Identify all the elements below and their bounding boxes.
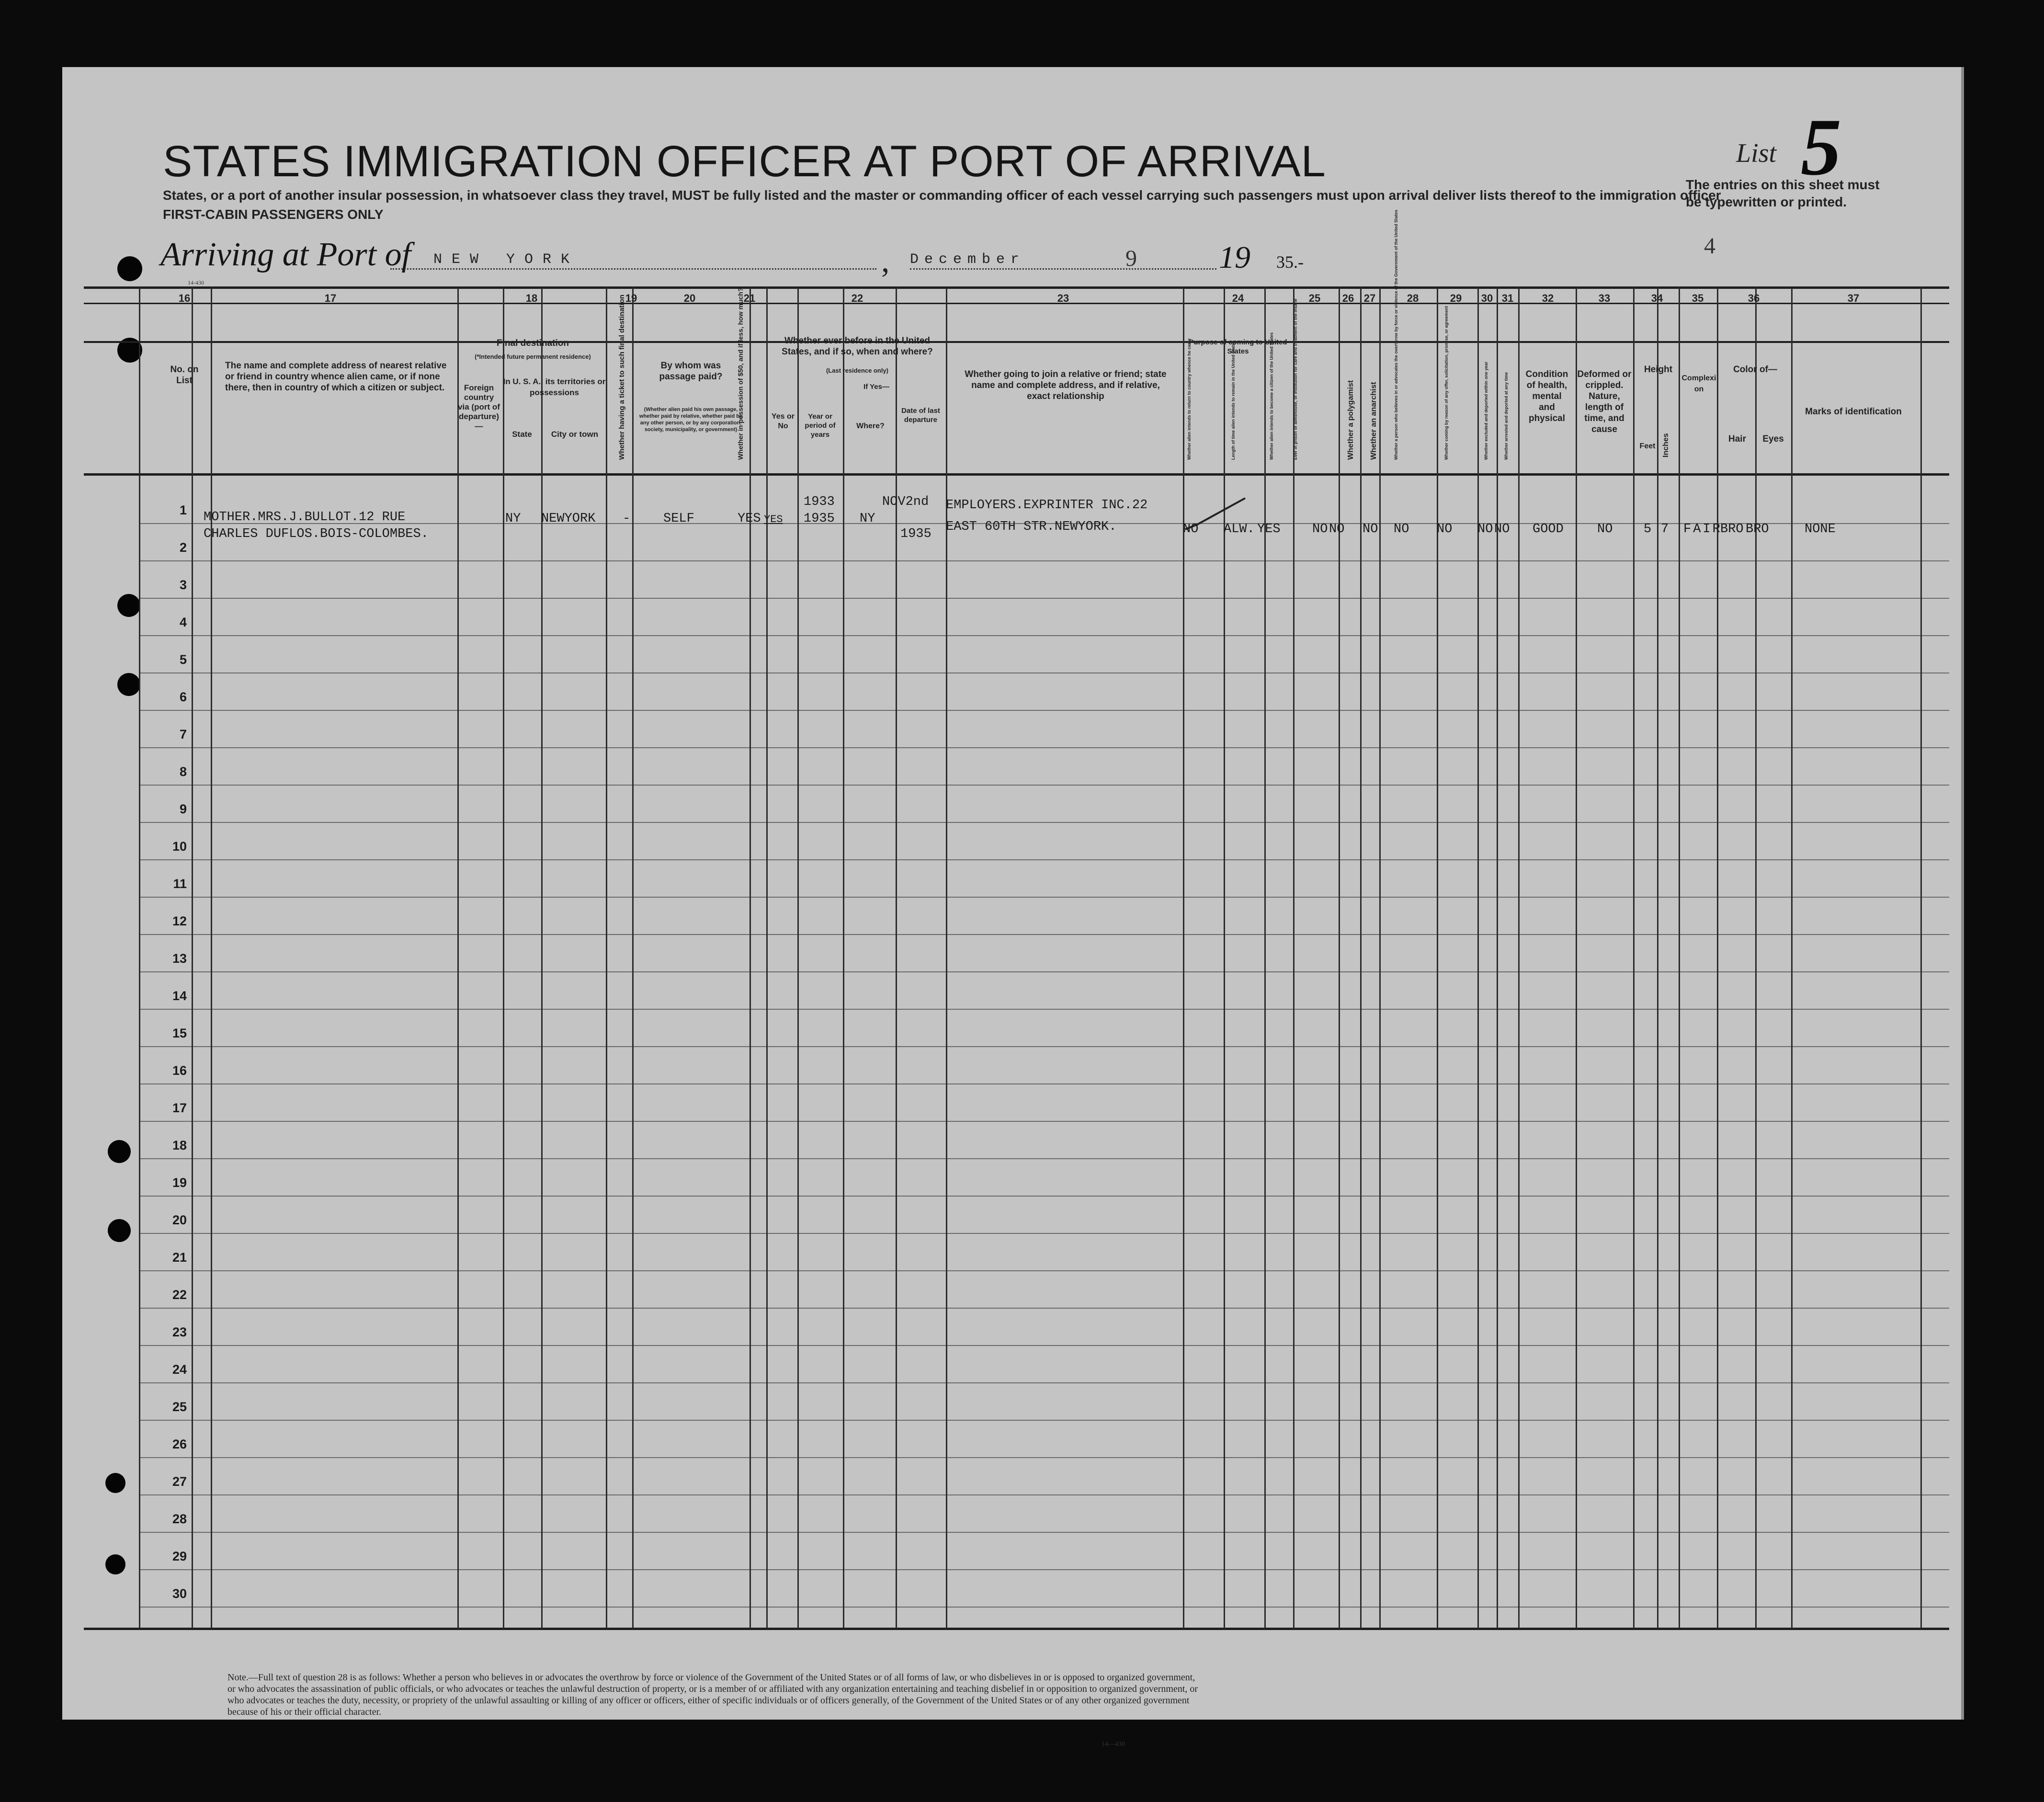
- column-rule: [1224, 287, 1225, 1629]
- column-rule: [766, 287, 768, 1629]
- row-number: 11: [173, 877, 187, 891]
- header-year-period: Year or period of years: [805, 412, 836, 439]
- column-number: 27: [1363, 292, 1376, 304]
- port-value: NEW YORK: [433, 251, 579, 268]
- form-code: 14—430: [1101, 1741, 1125, 1748]
- row-rule: [139, 635, 1949, 636]
- typewritten-note-line2: be typewritten or printed.: [1686, 194, 1847, 209]
- header-complexion: Complexion: [1681, 374, 1716, 393]
- row-rule: [139, 1345, 1949, 1346]
- row-rule: [139, 822, 1949, 823]
- column-number: 25: [1308, 292, 1321, 304]
- header-passage-note: (Whether alien paid his own passage, whether paid by relative, whether paid by any other person, or by any corporation, society, municipality, or government): [639, 407, 743, 433]
- row-rule: [139, 1607, 1949, 1608]
- entry-citizen: YES: [1257, 522, 1281, 536]
- column-number: 32: [1542, 292, 1554, 304]
- row-number: 16: [172, 1063, 187, 1078]
- header-arrested: Whether arrested and deported at any time: [1504, 372, 1509, 460]
- row-rule: [139, 785, 1949, 786]
- header-if-yes: If Yes—: [863, 383, 889, 391]
- entry-polygamist: NO: [1329, 522, 1345, 536]
- typewritten-note-line1: The entries on this sheet must: [1686, 177, 1880, 192]
- entry-deformed: NO: [1597, 522, 1613, 536]
- entry-offer: NO: [1437, 522, 1453, 536]
- row-rule: [139, 1270, 1949, 1271]
- row-number: 5: [179, 652, 187, 667]
- list-number: 5: [1801, 102, 1841, 192]
- entry-length-stay: ALW.: [1224, 522, 1255, 536]
- row-rule: [139, 1009, 1949, 1010]
- column-rule: [1576, 287, 1577, 1629]
- header-ticket: Whether having a ticket to such final destination: [618, 294, 626, 460]
- row-number: 8: [179, 764, 187, 779]
- binder-hole-5: [108, 1140, 131, 1163]
- entry-fifty: YES: [738, 512, 761, 526]
- entry-where: NY: [860, 512, 875, 526]
- header-where: Where?: [856, 422, 885, 430]
- arrival-year-prefix: 19: [1219, 240, 1250, 275]
- row-number: 17: [172, 1101, 187, 1115]
- binder-hole-1: [117, 256, 142, 281]
- header-citizen-intent: Whether alien intends to become a citizen of the United States: [1269, 332, 1274, 460]
- row-number: 2: [179, 540, 187, 555]
- header-permanent-residence: (*Intended future permanent residence): [475, 353, 591, 360]
- column-number: 33: [1598, 292, 1611, 304]
- header-hair: Hair: [1728, 434, 1746, 444]
- arrival-day: 9: [1125, 246, 1137, 271]
- column-rule: [211, 287, 212, 1629]
- binder-hole-6: [108, 1219, 131, 1242]
- entry-anarchist: NO: [1363, 522, 1378, 536]
- header-bottom-rule: [84, 341, 1949, 343]
- binder-hole-7: [105, 1473, 125, 1493]
- arrival-year-suffix: 35.-: [1276, 252, 1304, 272]
- header-no-on-list: No. on List: [170, 365, 199, 386]
- column-rule: [503, 287, 504, 1629]
- entry-join-line1: EMPLOYERS.EXPRINTER INC.22: [946, 498, 1148, 513]
- row-number: 30: [172, 1586, 187, 1601]
- row-number: 7: [179, 727, 187, 741]
- instructions-line: States, or a port of another insular possession, in whatsoever class they travel, MUST be fully listed and the master or commanding officer of each vessel carrying such passengers must upon arrival deliver lists thereof to the immigration officer: [163, 188, 1721, 203]
- list-label: List: [1736, 138, 1777, 168]
- header-marks: Marks of identification: [1805, 407, 1902, 417]
- header-final-destination: Final destination: [497, 338, 569, 348]
- column-number: 29: [1450, 292, 1462, 304]
- entry-prison: NO: [1312, 522, 1328, 536]
- row-number: 15: [172, 1026, 187, 1040]
- column-number: 17: [324, 292, 337, 304]
- form-code-top: 14-430: [188, 279, 204, 286]
- row-rule: [139, 710, 1949, 711]
- column-number: 20: [683, 292, 696, 304]
- row-number: 12: [172, 914, 187, 928]
- entry-ticket: -: [623, 512, 631, 526]
- row-number: 29: [172, 1549, 187, 1563]
- column-rule: [1920, 287, 1922, 1629]
- column-number: 30: [1481, 292, 1493, 304]
- column-rule: [1717, 287, 1718, 1629]
- row-rule: [139, 859, 1949, 860]
- row-number: 3: [179, 578, 187, 592]
- entry-relative-line2: CHARLES DUFLOS.BOIS-COLOMBES.: [204, 527, 429, 541]
- header-feet: Feet: [1639, 442, 1656, 450]
- entry-year-1935: 1935: [804, 512, 835, 526]
- column-rule: [1657, 287, 1658, 1629]
- entry-relative-line1: MOTHER.MRS.J.BULLOT.12 RUE: [204, 510, 406, 525]
- column-number: 23: [1057, 292, 1069, 304]
- row-rule: [139, 1382, 1949, 1383]
- column-rule: [1755, 287, 1757, 1629]
- entry-arrested: NO: [1494, 522, 1510, 536]
- header-prison: Ever in prison or almshouse, or institution for care and treatment of the insane: [1293, 298, 1298, 460]
- row-rule: [139, 1083, 1949, 1084]
- entry-advocate: NO: [1394, 522, 1409, 536]
- entry-departure-year: 1935: [900, 527, 931, 541]
- row-number: 6: [179, 690, 187, 704]
- column-rule: [797, 287, 799, 1629]
- header-join-relative: Whether going to join a relative or friend; state name and complete address, and if relative, exact relationship: [965, 369, 1167, 401]
- header-before-in-us: Whether ever before in the United States, and if so, when and where?: [782, 336, 933, 357]
- entry-join-line2: EAST 60TH STR.NEWYORK.: [946, 520, 1117, 534]
- row-rule: [139, 747, 1949, 748]
- entry-paid-by: SELF: [663, 512, 694, 526]
- page-title: STATES IMMIGRATION OFFICER AT PORT OF ARRIVAL: [163, 137, 1326, 186]
- row-rule: [139, 1233, 1949, 1234]
- row-number: 18: [172, 1138, 187, 1152]
- header-eyes: Eyes: [1762, 434, 1784, 444]
- header-excluded: Whether excluded and deported within one year: [1484, 361, 1488, 460]
- column-number: 21: [743, 292, 756, 304]
- header-state: State: [512, 430, 532, 439]
- entry-state: NY: [505, 512, 521, 526]
- entry-health: GOOD: [1533, 522, 1564, 536]
- header-foreign-country: Foreign country via (port of departure)—: [458, 383, 500, 431]
- row-number: 24: [172, 1362, 187, 1377]
- header-advocate: Whether a person who believes in or advocates the overthrow by force or violence of the Government of the United States: [1394, 209, 1398, 460]
- row-number: 21: [172, 1250, 187, 1265]
- row-rule: [139, 897, 1949, 898]
- column-number: 36: [1748, 292, 1760, 304]
- entry-feet: 5: [1644, 522, 1652, 536]
- header-polygamist: Whether a polygamist: [1347, 380, 1355, 460]
- header-bottom-rule-2: [84, 473, 1949, 476]
- header-city: City or town: [551, 430, 599, 439]
- column-number: 31: [1501, 292, 1514, 304]
- entry-city: NEWYORK: [541, 512, 596, 526]
- column-rule: [896, 287, 897, 1629]
- table-bottom-rule: [84, 1628, 1949, 1630]
- header-yes-no: Yes or No: [771, 412, 795, 430]
- entry-hair: BRO: [1720, 522, 1744, 536]
- row-number: 27: [172, 1474, 187, 1489]
- row-number: 14: [172, 989, 187, 1003]
- column-rule: [843, 287, 844, 1629]
- column-rule: [1339, 287, 1340, 1629]
- column-rule: [946, 287, 947, 1629]
- header-offer: Whether coming by reason of any offer, solicitation, promise, or agreement: [1444, 306, 1449, 460]
- binder-hole-4: [117, 673, 140, 696]
- row-number: 28: [172, 1512, 187, 1526]
- row-number: 1: [179, 503, 187, 517]
- header-length-stay: Length of time alien intends to remain in the United States: [1231, 340, 1236, 460]
- column-rule: [139, 287, 140, 1629]
- column-rule: [1264, 287, 1266, 1629]
- column-rule: [192, 287, 193, 1629]
- typewritten-note: [1686, 176, 1880, 211]
- binder-hole-3: [117, 594, 140, 617]
- header-height: Height: [1644, 365, 1673, 375]
- header-return-intent: Whether alien intends to return to country whence he came: [1187, 338, 1192, 460]
- entry-complexion: FAIR: [1683, 522, 1722, 536]
- column-rule: [1477, 287, 1479, 1629]
- header-last-residence: (Last residence only): [826, 367, 889, 374]
- header-passage-paid: By whom was passage paid?: [659, 361, 723, 382]
- column-number: 18: [525, 292, 538, 304]
- column-number: 37: [1847, 292, 1860, 304]
- row-rule: [139, 1158, 1949, 1159]
- binder-hole-8: [105, 1554, 125, 1574]
- entry-marks: NONE: [1805, 522, 1836, 536]
- row-number: 22: [172, 1288, 187, 1302]
- question-28-note: Note.—Full text of question 28 is as follows: Whether a person who believes in or advocates the overthrow by force or violence of the Government of the United States or of all forms of law, or who disbelieves in or is opposed to organized government, or who advocates the assassination of public officials, or who advocates or teaches the unlawful destruction of property, or is a member of or affiliated with any organization entertaining and teaching disbelief in or opposition to organized government, or who advocates or teaches the duty, necessity, or propriety of the unlawful assaulting or killing of any officer or officers, either of specific individuals or of officers generally, of the Government of the United States or of any other organized government because of his or their official character.: [227, 1672, 1198, 1717]
- column-rule: [1293, 287, 1295, 1629]
- row-rule: [139, 560, 1949, 561]
- entry-return-home: NO: [1183, 522, 1199, 536]
- column-rule: [1497, 287, 1498, 1629]
- header-color-of: Color of—: [1733, 365, 1777, 375]
- row-number: 9: [179, 802, 187, 816]
- column-number: 24: [1232, 292, 1244, 304]
- row-rule: [139, 1494, 1949, 1495]
- header-relative: The name and complete address of nearest relative or friend in country whence alien came, or if none there, then in country of which a citizen or subject.: [225, 361, 447, 393]
- row-rule: [139, 1532, 1949, 1533]
- column-number: 19: [625, 292, 637, 304]
- row-rule: [139, 1457, 1949, 1458]
- entry-excluded: NO: [1477, 522, 1493, 536]
- header-anarchist: Whether an anarchist: [1370, 382, 1378, 460]
- column-number: 35: [1692, 292, 1704, 304]
- row-number: 23: [172, 1325, 187, 1339]
- column-rule: [457, 287, 459, 1629]
- row-number: 4: [179, 615, 187, 629]
- row-number: 19: [172, 1175, 187, 1190]
- entry-departure-month: NOV2nd: [882, 495, 929, 509]
- column-number: 26: [1342, 292, 1354, 304]
- row-number: 26: [172, 1437, 187, 1451]
- column-rule: [1437, 287, 1438, 1629]
- row-rule: [139, 971, 1949, 972]
- arriving-label: Arriving at Port of: [160, 236, 411, 273]
- column-rule: [749, 287, 751, 1629]
- page-mark: 4: [1704, 233, 1715, 259]
- port-dotted-line: [390, 268, 876, 270]
- column-rule: [1518, 287, 1520, 1629]
- row-number: 10: [172, 839, 187, 854]
- entry-inches: 7: [1661, 522, 1669, 536]
- column-rule: [1360, 287, 1362, 1629]
- row-rule: [139, 1308, 1949, 1309]
- column-number: 34: [1651, 292, 1663, 304]
- date-comma: ,: [881, 242, 890, 279]
- row-number: 13: [172, 951, 187, 966]
- header-fifty-dollars: Whether in possession of $50, and if less, how much?: [737, 287, 744, 460]
- row-rule: [139, 1196, 1949, 1197]
- header-deformed: Deformed or crippled. Nature, length of time, and cause: [1577, 369, 1632, 434]
- row-rule: [139, 598, 1949, 599]
- column-number: 16: [178, 292, 191, 304]
- row-rule: [139, 1420, 1949, 1421]
- table-top-rule: [84, 286, 1949, 289]
- column-number: 28: [1407, 292, 1419, 304]
- row-number: 20: [172, 1213, 187, 1227]
- row-rule: [139, 1569, 1949, 1570]
- arrival-month: December: [910, 251, 1025, 268]
- first-cabin-label: FIRST-CABIN PASSENGERS ONLY: [163, 207, 384, 222]
- row-rule: [139, 1046, 1949, 1047]
- header-in-usa: In U. S. A., its territories or possessions: [503, 377, 606, 397]
- column-number: 22: [851, 292, 863, 304]
- entry-before-yes: YES: [764, 513, 783, 525]
- entry-eyes: BRO: [1746, 522, 1769, 536]
- row-rule: [139, 1121, 1949, 1122]
- entry-year-1933: 1933: [804, 495, 835, 509]
- header-inches: Inches: [1662, 433, 1670, 457]
- column-rule: [1379, 287, 1381, 1629]
- header-last-departure: Date of last departure: [901, 407, 940, 424]
- column-rule: [1183, 287, 1184, 1629]
- date-dotted-line: [910, 268, 1216, 270]
- column-number-rule: [84, 303, 1949, 304]
- column-rule: [632, 287, 634, 1629]
- column-rule: [1633, 287, 1635, 1629]
- column-rule: [1679, 287, 1680, 1629]
- row-number: 25: [172, 1400, 187, 1414]
- column-rule: [606, 287, 607, 1629]
- header-purpose: Purpose of coming to United States: [1189, 338, 1287, 355]
- header-health: Condition of health, mental and physical: [1525, 369, 1568, 423]
- row-rule: [139, 934, 1949, 935]
- column-rule: [541, 287, 543, 1629]
- column-rule: [1791, 287, 1793, 1629]
